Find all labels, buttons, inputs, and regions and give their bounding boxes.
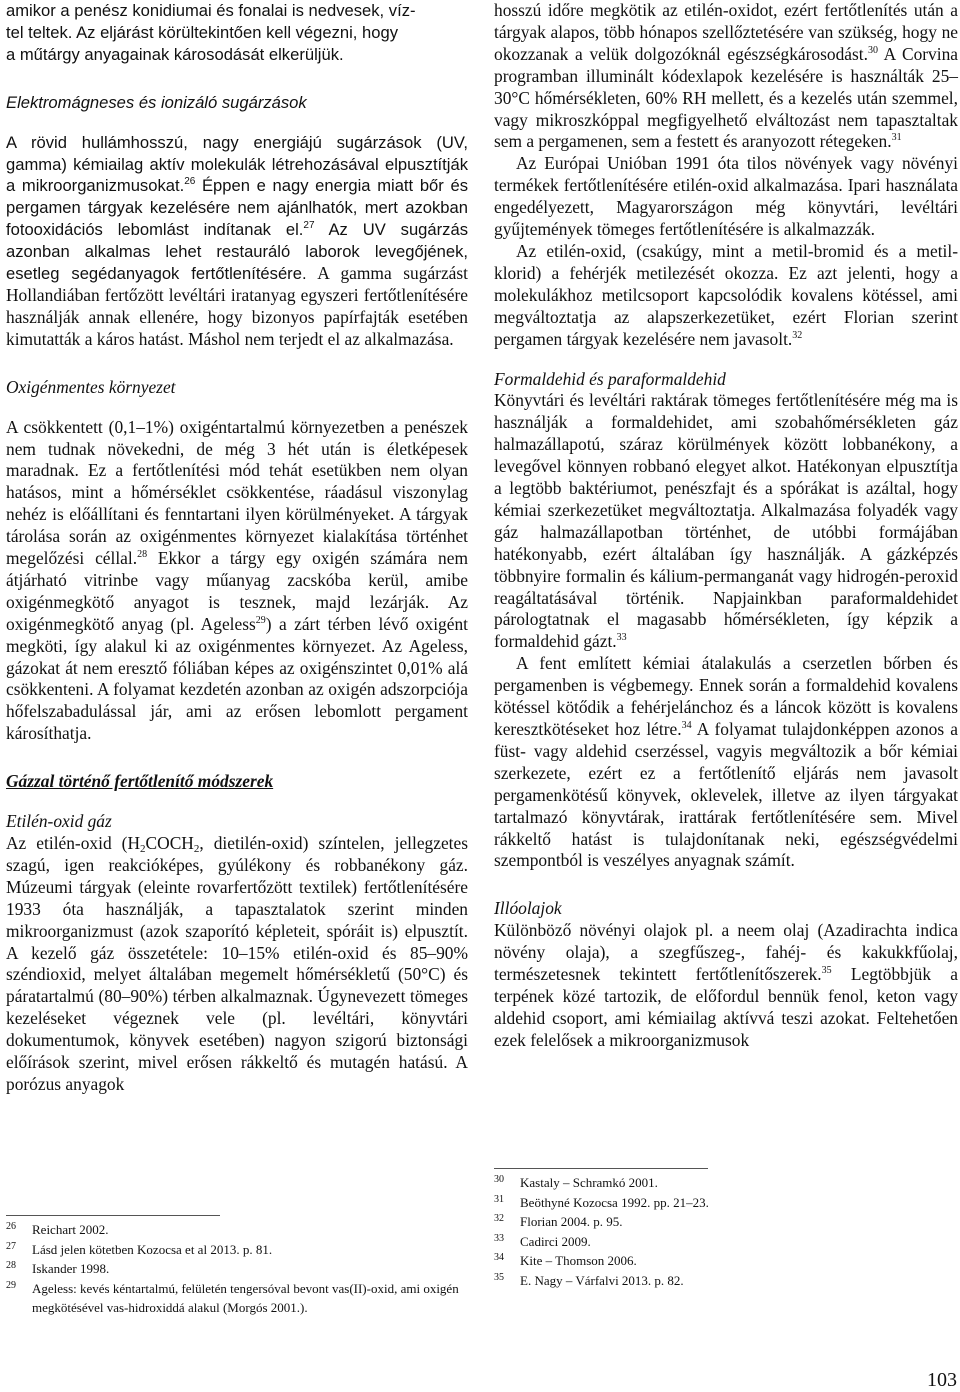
footnote (494, 1271, 958, 1291)
footnote-text: Reichart 2002. (32, 1222, 109, 1237)
paragraph-methylation (494, 241, 958, 351)
footnote-text: Lásd jelen kötetben Kozocsa et al 2013. p. 81. (32, 1241, 273, 1257)
text-line: a műtárgy anyagainak károsodását elkerüljük. (6, 44, 344, 64)
footnote-ref[interactable]: 35 (821, 965, 832, 977)
paragraph-ethylene-oxide (6, 833, 468, 1096)
subscript: 2 (140, 843, 146, 855)
footnote-ref[interactable]: 27 (303, 220, 315, 232)
right-column (494, 0, 958, 1052)
section-heading: Gázzal történő fertőtlenítő módszerek (6, 771, 274, 792)
text-run: A folyamat tulajdonképpen azonos a füst- vagy aldehid cserzéssel, vagyis megváltozik a bőr kémiai szerkezete, ezért ez a fertőtlenítő eljárás nem javasolt pergamenkötésű könyvek, oklevelek, illetve az ilyen tárgyakat tartalmazó könyvtárak, irattárak fertőtlenítésére sem. Mivel rákkeltő hatást is tulajdonítanak neki, egészségvédelmi szempontból is veszélyes anyagnak számít. (494, 719, 958, 871)
text-run: Ekkor a tárgy egy oxigén számára nem átjárható vitrinbe vagy műanyag zacskóba kerül, amibe oxigénmegkötő anyagot is tesznek, majd lezárják. Az oxigénmegkötő anyag (pl. Ageless (6, 548, 468, 634)
footnote-text: E. Nagy – Várfalvi 2013. p. 82. (520, 1272, 684, 1288)
footnote-text: Kite – Thomson 2006. (520, 1253, 637, 1269)
footnote-number: 29 (6, 1279, 16, 1291)
paragraph-continued (494, 0, 958, 153)
footnote (6, 1279, 468, 1318)
footnote-number: 26 (6, 1221, 16, 1232)
footnote-number: 33 (494, 1232, 504, 1244)
footnotes-left (6, 1220, 468, 1318)
footnote (494, 1212, 958, 1232)
page-number: 103 (927, 1369, 957, 1391)
subsection-heading: Illóolajok (494, 898, 562, 919)
text-run: A gamma sugárzást Hollandiában fertőzött levéltári iratanyag egyszeri fertőtlenítésére használják annak ellenére, hogy bizonyos papírfajták esetében kimutatták a káros hatást. Máshol nem terjedt el az alkalmazása. (6, 263, 468, 349)
footnote-divider (6, 1215, 220, 1216)
footnote (6, 1220, 468, 1240)
text-run: , dietilén-oxid) színtelen, jellegzetes szagú, igen reakcióképes, gyúlékony és robbanékony gáz. Múzeumi tárgyak (eleinte rovarfertőzött textilek) fertőtlenítésére 1933 óta használják, a tapasztalatok szerint minden mikroorganizmust (azok szaporító képleteit, spóráit is) elpusztít. A kezelő gáz összetétele: 10–15% etilén-oxid és 85–90% széndioxid, melyet általában megemelt hőmérsékletű (50°C) és páratartalmú (80–90%) térben alkalmaznak. Úgynevezett tömeges kezeléseket végeznek vele (pl. levéltári, könyvtári dokumentumok, könyvek esetében) nagyon szigorú biztonsági előírások szerint, mivel erősen rákkeltő és mutagén hatású. A porózus anyagok (6, 833, 468, 1094)
text-run: A Corvina programban illuminált kódexlapok kezelésére is használták 25–30°C hőmérsékleten, 60% RH mellett, és a kezelés után szemmel, vagy mikroszkóppal megfigyelhető elváltozást nem tapasztaltak sem a pergamenen, sem a festett és aranyozott rétegeken. (494, 43, 958, 152)
footnote-ref[interactable]: 28 (137, 549, 148, 561)
footnote-ref[interactable]: 34 (681, 720, 692, 731)
footnote-text: Kastaly – Schramkó 2001. (520, 1175, 658, 1190)
footnote-number: 34 (494, 1252, 504, 1264)
footnote-text: Ageless: kevés kéntartalmú, felületén tengersóval bevont vas(II)-oxid, ami oxigén megkötésével vas-hidroxiddá alakul (Morgós 2001.). (32, 1280, 459, 1316)
section-heading: Elektromágneses és ionizáló sugárzások (6, 92, 307, 112)
paragraph-formaldehyde (494, 390, 958, 653)
text-run: hosszú időre megkötik az etilén-oxidot, ezért fertőtlenítés után a tárgyak alapos, több hónapos szellőztetésére van szükség, hogy ne okozzanak a velük dolgozóknál egészségkárosodást. (494, 0, 958, 64)
paragraph-radiation (6, 132, 468, 351)
subscript: 2 (193, 843, 200, 855)
text-run: A rövid hullámhosszú, nagy energiájú sugárzások (UV, gamma) kémiailag aktív molekulák létrehozásával elpusztítják a mikroorganizmusokat. (6, 132, 468, 196)
footnote (6, 1240, 468, 1260)
text-run: A fent említett kémiai átalakulás a cserzetlen bőrben és pergamenben is végbemegy. Ennek során a formaldehid kovalens kötéssel kötődik a fehérjelánchoz és a láncok között is kovalens keresztkötéseket hoz létre. (494, 653, 958, 739)
paragraph-eu-ban: Az Európai Unióban 1991 óta tilos növények vagy növényi termékek fertőtlenítésére etilén-oxid alkalmazása. Ipari használata engedélyezett, Magyarországon még könyvtári, levéltári gyűjtemények tömeges fertőtlenítésére is alkalmazzák. (494, 153, 958, 240)
paragraph-oxygen-free (6, 417, 468, 746)
text-run: Az UV sugárzás azonban alkalmas lehet restauráló laborok levegőjének, esetleg segédanyagok fertőtlenítésére. (6, 220, 468, 284)
footnote-ref[interactable]: 26 (184, 176, 196, 188)
text-run: A csökkentett (0,1–1%) oxigéntartalmú környezetben a penészek nem tudnak növekedni, de még 3 hét után is életképesek maradnak. Ez a fertőtlenítési mód tehát esetükben nem olyan hatásos, mint a hőmérséklet csökkentése, ráadásul viszonylag nehéz is előállítani és fenntartani ilyen körülményeket. A tárgyak tárolása során az oxigénmentes környezet kialakítása történhet megelőzési céllal. (6, 416, 468, 569)
footnote-number: 28 (6, 1260, 16, 1272)
text-run: COCH (145, 833, 194, 853)
footnotes-right (494, 1173, 958, 1291)
footnote-number: 35 (494, 1271, 504, 1283)
footnote (494, 1173, 958, 1193)
footnote-number: 27 (6, 1240, 16, 1252)
footnote-ref[interactable]: 30 (867, 44, 878, 56)
footnote (6, 1259, 468, 1279)
footnote-number: 32 (494, 1213, 504, 1225)
paragraph-tanning (494, 653, 958, 872)
section-heading: Oxigénmentes környezet (6, 376, 176, 397)
subsection-heading: Formaldehid és paraformaldehid (494, 368, 726, 389)
footnote (494, 1232, 958, 1252)
footnote (494, 1193, 958, 1213)
footnote-text: Cadirci 2009. (520, 1233, 591, 1249)
footnote-text: Iskander 1998. (32, 1261, 110, 1277)
paragraph-continued (6, 0, 468, 66)
footnote-text: Beöthyné Kozocsa 1992. pp. 21–23. (520, 1194, 709, 1210)
text-run: Könyvtári és levéltári raktárak tömeges fertőtlenítésére még ma is használják a formaldehidet, ami szobahőmérsékleten gáz halmazállapotú, száraz körülmények között lobbanékony, a levegővel könnyen robbanó elegyet alkot. Hatékonyan elpusztítja a legtöbb baktériumot, penészfajt és a spórákat is azáltal, hogy kémiai szerkezetüket megváltoztatja. Alkalmazása folyadék vagy gáz halmazállapotban történhet, de utóbbi formájában hatékonyabb, ezért általában így használják. A gázképzés többnyire formalin és kálium-permanganát vagy hidrogén-peroxid reagáltatásával történik. Napjainkban paraformaldehidet párologtatnak el magasabb hőmérsékleten, így képzik a formaldehid gázt. (494, 390, 958, 652)
text-run: Különböző növényi olajok pl. a neem olaj (Azadirachta indica növény olaja), a szegfűszeg-, fahéj- és kakukkfűolaj, természetesnek tekintett fertőtlenítőszerek. (494, 920, 958, 985)
footnote-ref[interactable]: 33 (616, 632, 627, 644)
text-line: tel teltek. Az eljárást körültekintően kell végezni, hogy (6, 22, 399, 42)
text-run: Az etilén-oxid, (csakúgy, mint a metil-bromid és a metil-klorid) a fehérjék metilezését okozza. Ez azt jelenti, hogy a molekulákhoz metilcsoport kapcsolódik kovalens kötéssel, ami megváltoztatja az alapszerkezetüket, ezért Florian szerint pergamen tárgyak kezelésére nem javasolt. (494, 240, 958, 349)
footnote (494, 1251, 958, 1271)
left-column (6, 0, 468, 1096)
text-run: Éppen e nagy energia miatt bőr és pergamen tárgyak kezelésére nem ajánlhatók, mert azokban fotooxidációs lebomlást indítanak el. (6, 176, 468, 240)
paragraph-essential-oils (494, 920, 958, 1051)
text-line: amikor a penész konidiumai és fonalai is nedvesek, víz- (6, 1, 416, 20)
text-run: Az etilén-oxid (H (6, 833, 141, 853)
footnote-ref[interactable]: 32 (792, 329, 803, 341)
subsection-heading: Etilén-oxid gáz (6, 811, 112, 832)
text-run: Legtöbbjük a terpének közé tartozik, de előfordul bennük fenol, keton vagy aldehid csoport, ami kémiailag aktívvá teszi azokat. Feltehetően ezek felelősek a mikroorganizmusok (494, 964, 958, 1050)
text-run: ) a zárt térben lévő oxigént megköti, így alakul ki az oxigénmentes környezet. Az Ageless, gázokat át nem eresztő fóliában képes az oxigénszintet 0,01% alá csökkenteni. A folyamat kezdetén azonban az oxigén adszorpciója hőfelszabadulással jár, ami az erősen lebomlott pergament károsíthatja. (6, 613, 468, 744)
footnote-ref[interactable]: 31 (891, 132, 902, 144)
footnote-divider (494, 1168, 708, 1169)
footnote-number: 31 (494, 1193, 504, 1205)
footnote-number: 30 (494, 1174, 504, 1185)
footnote-ref[interactable]: 29 (255, 614, 266, 626)
footnote-text: Florian 2004. p. 95. (520, 1214, 623, 1230)
